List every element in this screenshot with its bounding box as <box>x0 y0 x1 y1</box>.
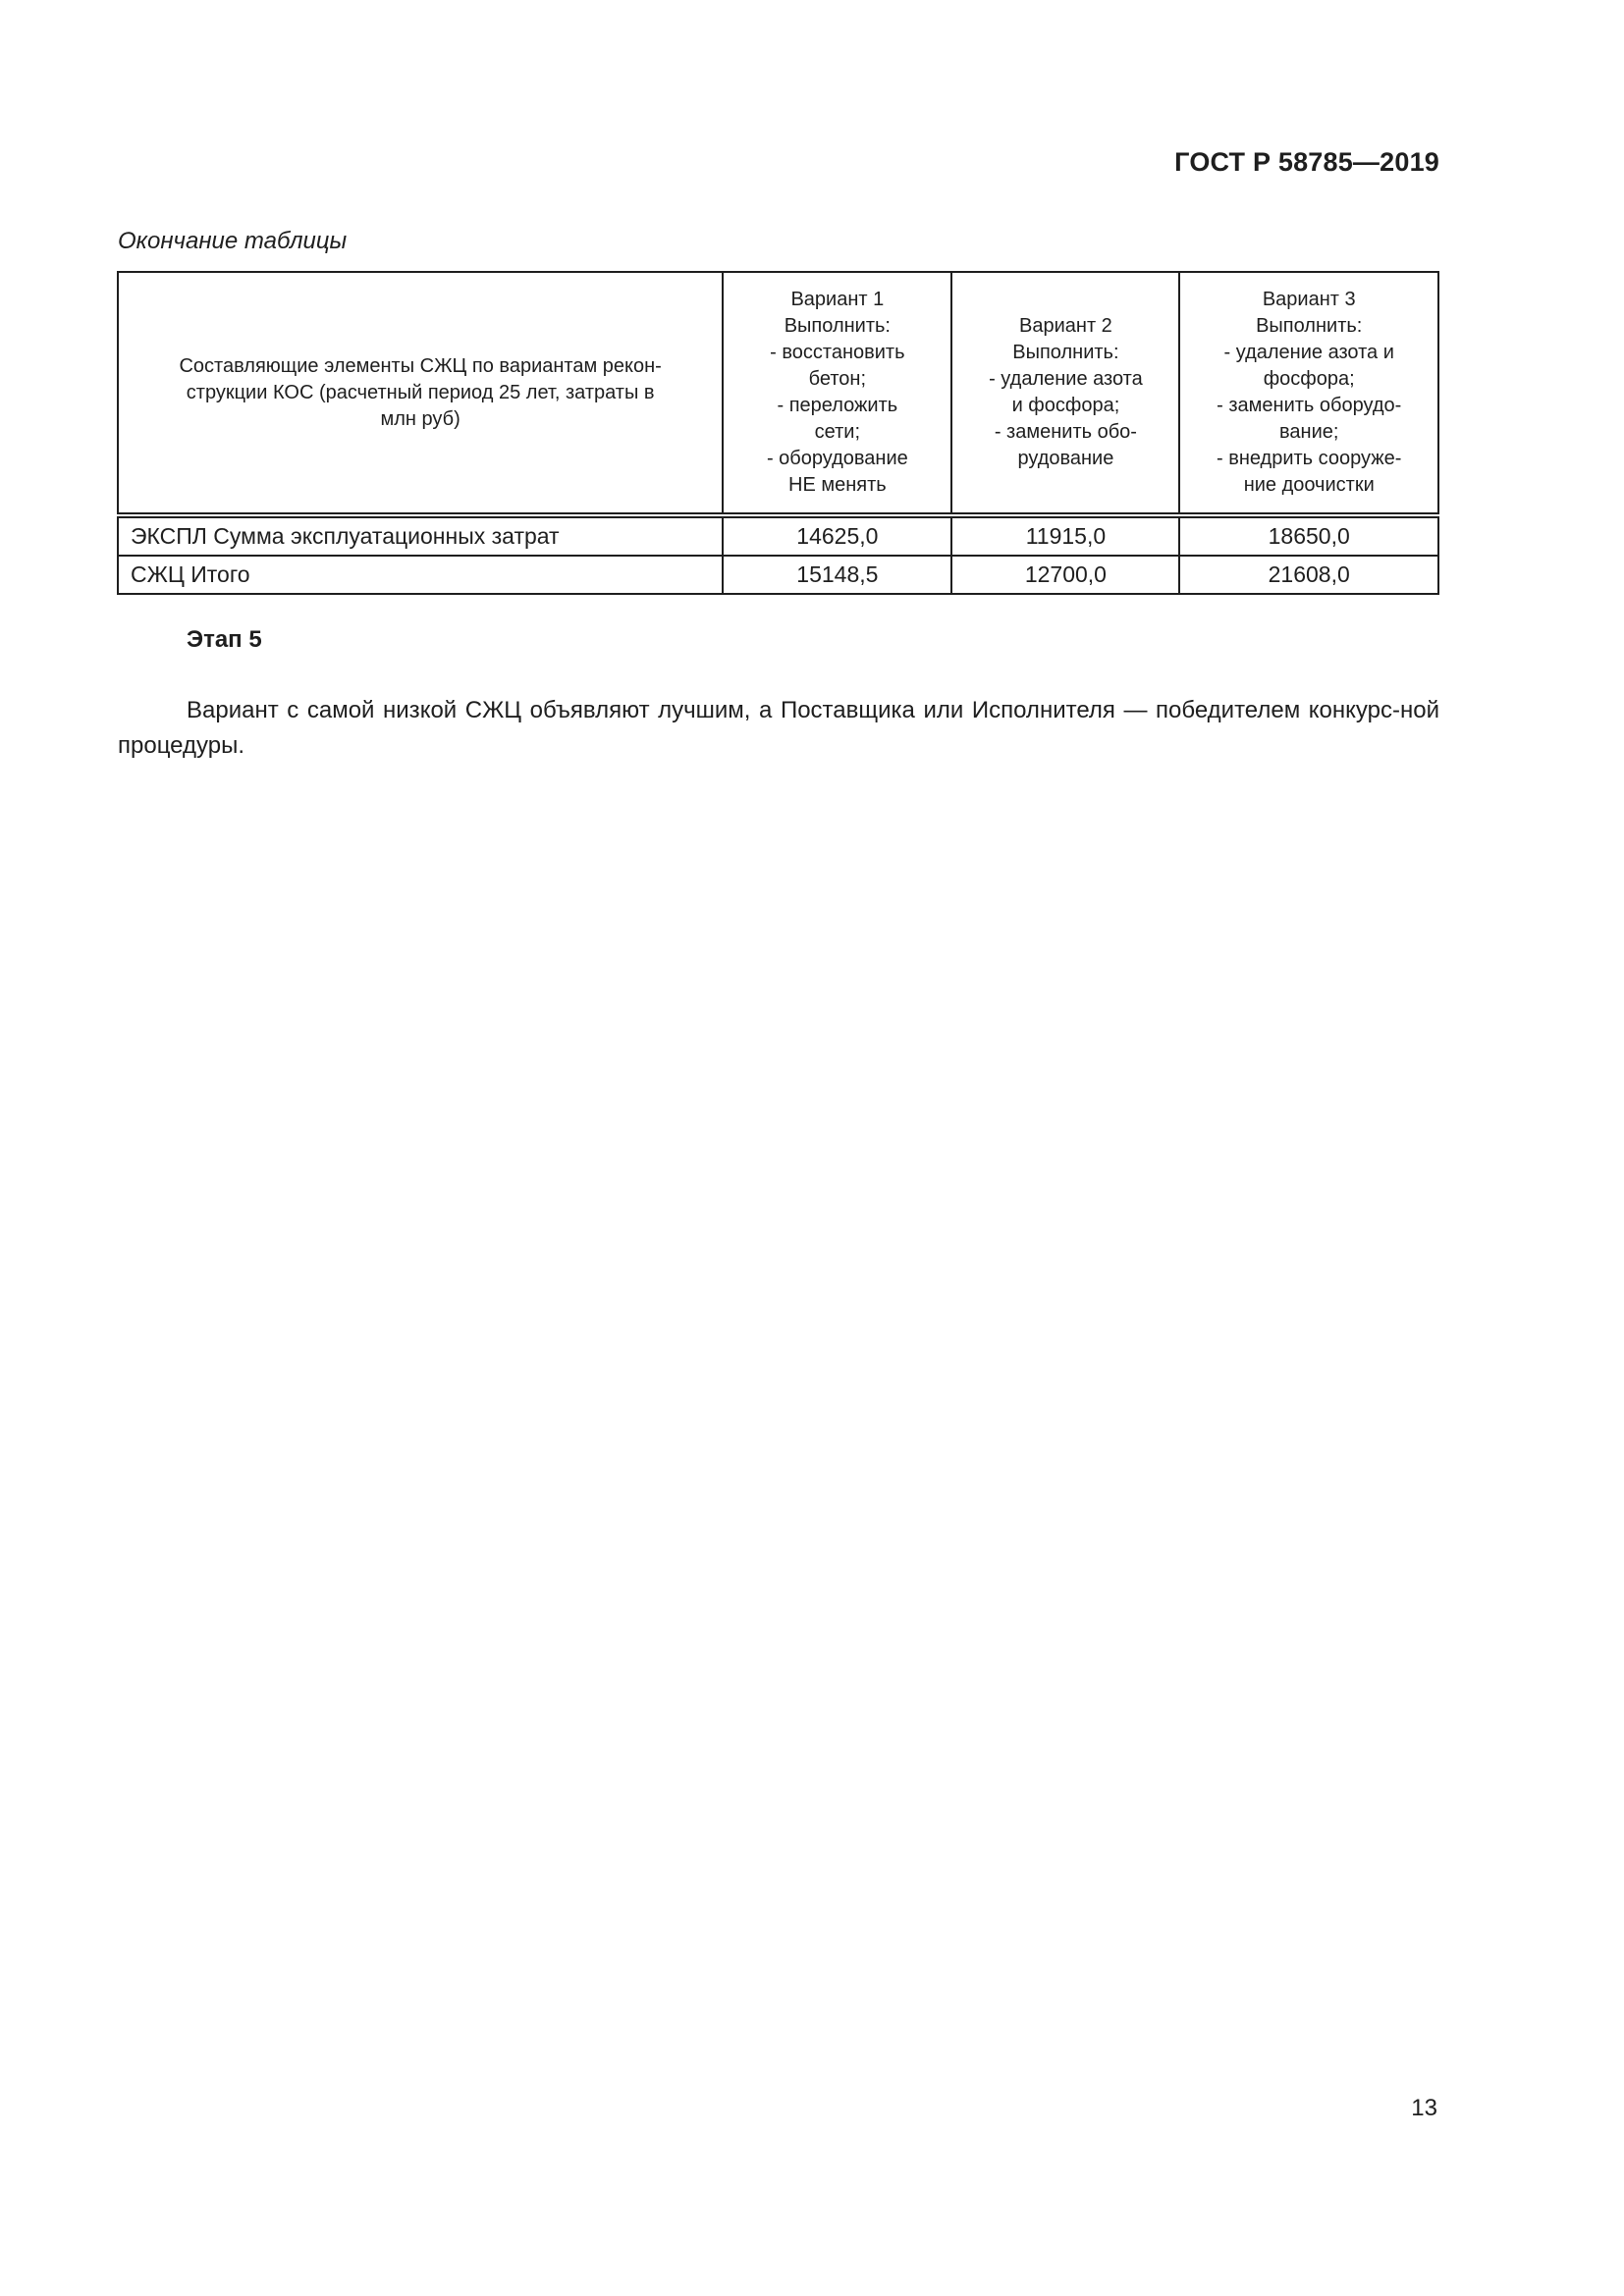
cell-variant-2: 11915,0 <box>951 515 1179 556</box>
cell-variant-2: 12700,0 <box>951 556 1179 594</box>
cell-variant-3: 21608,0 <box>1179 556 1438 594</box>
table-row <box>118 515 1438 556</box>
row-label-operating-costs: ЭКСПЛ Сумма эксплуатационных затрат <box>118 515 723 556</box>
table-row <box>118 556 1438 594</box>
header-cell-components: Составляющие элементы СЖЦ по вариантам рекон- струкции КОС (расчетный период 25 лет, затраты в млн руб) <box>118 272 723 515</box>
page-number: 13 <box>1411 2095 1437 2121</box>
life-cycle-cost-table <box>117 271 1439 595</box>
cell-variant-1: 15148,5 <box>723 556 951 594</box>
table-caption: Окончание таблицы <box>118 228 348 254</box>
header-cell-variant-2: Вариант 2 Выполнить: - удаление азота и фосфора; - заменить обо- рудование <box>951 272 1179 515</box>
cell-variant-3: 18650,0 <box>1179 515 1438 556</box>
document-code: ГОСТ Р 58785—2019 <box>1174 147 1439 177</box>
table-header-row <box>118 272 1438 515</box>
stage-heading: Этап 5 <box>187 626 262 653</box>
header-cell-variant-1: Вариант 1 Выполнить: - восстановить бетон; - переложить сети; - оборудование НЕ менять <box>723 272 951 515</box>
cell-variant-1: 14625,0 <box>723 515 951 556</box>
header-cell-variant-3: Вариант 3 Выполнить: - удаление азота и фосфора; - заменить оборудо- вание; - внедрить сооруже- ние доочистки <box>1179 272 1438 515</box>
stage-paragraph: Вариант с самой низкой СЖЦ объявляют лучшим, а Поставщика или Исполнителя — победителем конкурс-ной процедуры. <box>118 697 1439 759</box>
row-label-total: СЖЦ Итого <box>118 556 723 594</box>
